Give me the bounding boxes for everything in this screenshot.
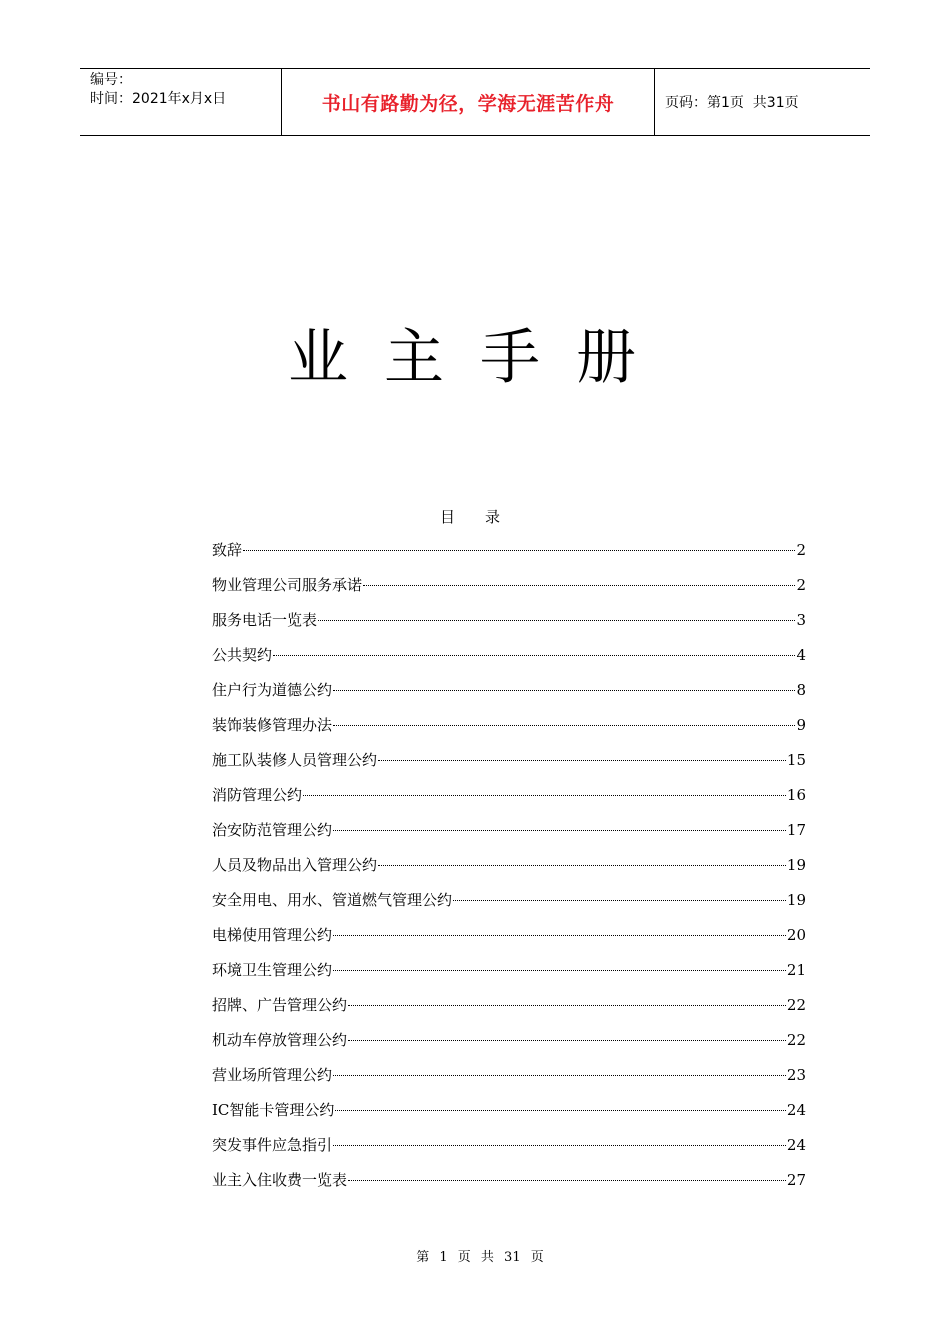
toc-entry-label: 消防管理公约 xyxy=(212,786,303,804)
toc-leader-dots xyxy=(333,935,786,936)
toc-entry[interactable] xyxy=(212,1168,806,1203)
page-count-label: 页码：第1页 共31页 xyxy=(665,95,799,111)
toc-entry[interactable] xyxy=(212,538,806,573)
toc-entry-page: 22 xyxy=(786,1031,806,1049)
toc-heading: 目录 xyxy=(439,508,530,526)
toc-entry-page: 3 xyxy=(796,611,806,629)
header-page-cell xyxy=(655,69,870,135)
toc-entry-page: 24 xyxy=(786,1136,806,1154)
page-footer: 第 1 页 共 31 页 xyxy=(416,1250,544,1265)
toc-entry[interactable] xyxy=(212,1063,806,1098)
toc-entry[interactable] xyxy=(212,643,806,678)
motto-text: 书山有路勤为径，学海无涯苦作舟 xyxy=(321,92,615,115)
toc-entry-label: 人员及物品出入管理公约 xyxy=(212,856,378,874)
toc-leader-dots xyxy=(348,1180,786,1181)
toc-entry-page: 24 xyxy=(786,1101,806,1119)
toc-leader-dots xyxy=(333,830,786,831)
toc-entry-label: 安全用电、用水、管道燃气管理公约 xyxy=(212,891,453,909)
toc-leader-dots xyxy=(363,585,795,586)
header-meta-cell xyxy=(80,69,282,135)
toc-leader-dots xyxy=(303,795,786,796)
toc-entry-page: 16 xyxy=(786,786,806,804)
toc-leader-dots xyxy=(333,970,786,971)
toc-entry[interactable] xyxy=(212,888,806,923)
toc-entry-page: 15 xyxy=(786,751,806,769)
toc-leader-dots xyxy=(333,1145,786,1146)
toc-entry-label: 住户行为道德公约 xyxy=(212,681,333,699)
toc-entry[interactable] xyxy=(212,853,806,888)
toc-entry-page: 4 xyxy=(796,646,806,664)
toc-leader-dots xyxy=(453,900,786,901)
toc-entry-label: 致辞 xyxy=(212,541,243,559)
toc-entry-page: 20 xyxy=(786,926,806,944)
toc-leader-dots xyxy=(335,1110,786,1111)
table-of-contents xyxy=(212,538,806,1203)
toc-entry[interactable] xyxy=(212,993,806,1028)
toc-entry[interactable] xyxy=(212,1098,806,1133)
toc-entry[interactable] xyxy=(212,818,806,853)
number-label: 编号： xyxy=(90,72,132,88)
toc-entry[interactable] xyxy=(212,958,806,993)
toc-entry-label: 突发事件应急指引 xyxy=(212,1136,333,1154)
toc-entry[interactable] xyxy=(212,923,806,958)
toc-entry-page: 19 xyxy=(786,891,806,909)
page-header xyxy=(80,68,870,136)
toc-entry-label: 业主入住收费一览表 xyxy=(212,1171,348,1189)
toc-entry-label: 公共契约 xyxy=(212,646,273,664)
toc-entry-label: 环境卫生管理公约 xyxy=(212,961,333,979)
toc-entry[interactable] xyxy=(212,713,806,748)
toc-leader-dots xyxy=(378,760,786,761)
toc-entry[interactable] xyxy=(212,1028,806,1063)
toc-entry[interactable] xyxy=(212,608,806,643)
toc-entry-page: 19 xyxy=(786,856,806,874)
toc-entry-page: 21 xyxy=(786,961,806,979)
toc-entry-label: 营业场所管理公约 xyxy=(212,1066,333,1084)
document-title: 业主手册 xyxy=(288,323,672,393)
toc-leader-dots xyxy=(333,725,795,726)
toc-entry-label: IC智能卡管理公约 xyxy=(212,1101,335,1119)
toc-entry[interactable] xyxy=(212,1133,806,1168)
toc-leader-dots xyxy=(318,620,795,621)
toc-entry-page: 22 xyxy=(786,996,806,1014)
toc-leader-dots xyxy=(348,1005,786,1006)
toc-leader-dots xyxy=(348,1040,786,1041)
toc-leader-dots xyxy=(273,655,795,656)
toc-entry-page: 27 xyxy=(786,1171,806,1189)
toc-entry-page: 9 xyxy=(796,716,806,734)
toc-entry-page: 8 xyxy=(796,681,806,699)
toc-entry-label: 招牌、广告管理公约 xyxy=(212,996,348,1014)
toc-leader-dots xyxy=(333,1075,786,1076)
toc-entry[interactable] xyxy=(212,783,806,818)
header-motto-cell xyxy=(282,69,655,135)
toc-entry-label: 装饰装修管理办法 xyxy=(212,716,333,734)
date-label: 时间：2021年x月x日 xyxy=(90,91,227,107)
toc-leader-dots xyxy=(378,865,786,866)
toc-entry-label: 物业管理公司服务承诺 xyxy=(212,576,363,594)
toc-entry-label: 服务电话一览表 xyxy=(212,611,318,629)
toc-entry[interactable] xyxy=(212,678,806,713)
toc-entry-label: 治安防范管理公约 xyxy=(212,821,333,839)
toc-entry-page: 2 xyxy=(796,541,806,559)
toc-entry-page: 17 xyxy=(786,821,806,839)
toc-entry[interactable] xyxy=(212,748,806,783)
toc-entry-label: 电梯使用管理公约 xyxy=(212,926,333,944)
toc-entry[interactable] xyxy=(212,573,806,608)
toc-entry-label: 施工队装修人员管理公约 xyxy=(212,751,378,769)
toc-leader-dots xyxy=(243,550,795,551)
toc-entry-page: 2 xyxy=(796,576,806,594)
toc-entry-label: 机动车停放管理公约 xyxy=(212,1031,348,1049)
toc-entry-page: 23 xyxy=(786,1066,806,1084)
toc-leader-dots xyxy=(333,690,795,691)
